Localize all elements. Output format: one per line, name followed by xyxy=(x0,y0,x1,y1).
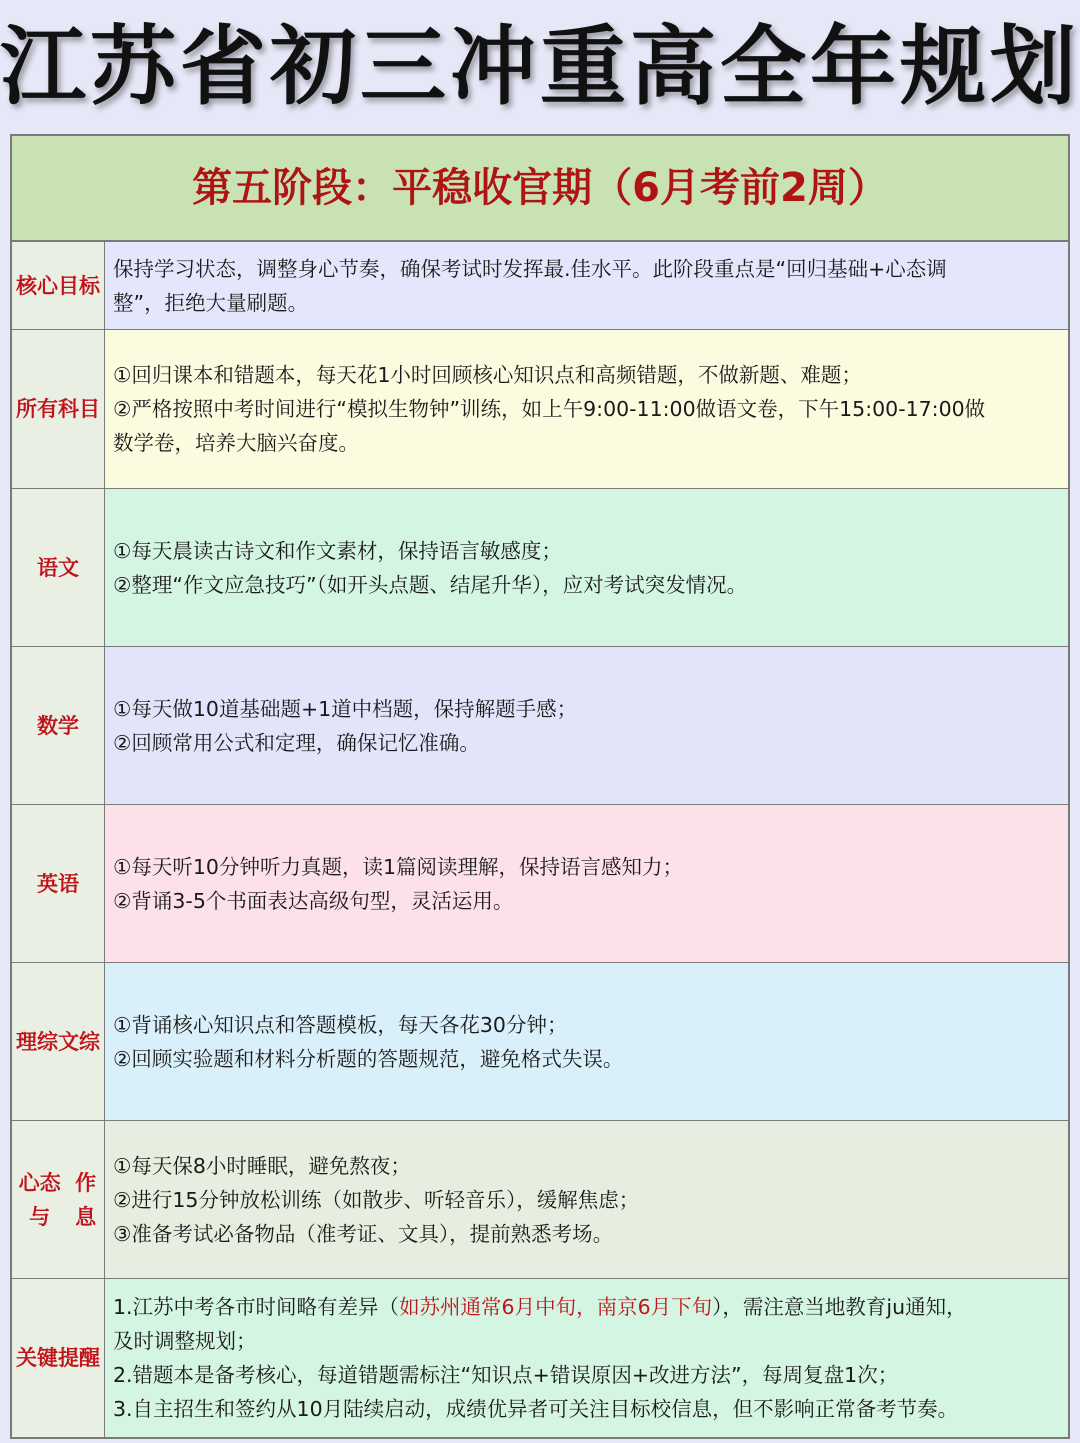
table-row-english xyxy=(12,805,1068,963)
row-label-line: 英语 xyxy=(37,871,79,896)
content-line xyxy=(113,1290,1062,1324)
row-content xyxy=(105,647,1068,804)
row-label-line: 数学 xyxy=(37,713,79,738)
content-line: 2.错题本是备考核心，每道错题需标注“知识点+错误原因+改进方法”，每周复盘1次； xyxy=(113,1363,899,1387)
reminder-highlight: 如苏州通常6月中旬，南京6月下旬 xyxy=(399,1295,713,1319)
row-label-line: 心态与 xyxy=(18,1170,61,1229)
row-label-line: 提醒 xyxy=(58,1346,100,1370)
row-label-line: 语文 xyxy=(37,555,79,580)
row-label-line: 文综 xyxy=(58,1029,100,1054)
content-line: ②整理“作文应急技巧”（如开头点题、结尾升华），应对考试突发情况。 xyxy=(113,572,748,597)
content-line: ①每天保8小时睡眠，避免熬夜； xyxy=(113,1153,411,1178)
table-row-core-goal xyxy=(12,242,1068,330)
content-line: 整”，拒绝大量刷题。 xyxy=(113,290,309,315)
table-row-all-subjects xyxy=(12,330,1068,489)
row-label-line: 目标 xyxy=(58,273,100,298)
row-label xyxy=(12,1121,105,1278)
content-line: 及时调整规划； xyxy=(113,1329,257,1353)
content-line: ①每天做10道基础题+1道中档题，保持解题手感； xyxy=(113,696,578,721)
content-line: ①回归课本和错题本，每天花1小时回顾核心知识点和高频错题，不做新题、难题； xyxy=(113,363,862,387)
row-label-line: 所有 xyxy=(16,397,58,421)
content-line: ②背诵3-5个书面表达高级句型，灵活运用。 xyxy=(113,888,514,913)
row-content xyxy=(105,1121,1068,1278)
row-label xyxy=(12,1279,105,1437)
reminder-text: ），需注意当地教育ju通知， xyxy=(712,1295,967,1319)
row-content xyxy=(105,963,1068,1120)
reminder-text: 1.江苏中考各市时间略有差异（ xyxy=(113,1295,400,1319)
content-line: ③准备考试必备物品（准考证、文具），提前熟悉考场。 xyxy=(113,1221,614,1246)
table-row-key-reminders xyxy=(12,1279,1068,1437)
row-label xyxy=(12,805,105,962)
table-row-science-humanities xyxy=(12,963,1068,1121)
content-line: 数学卷，培养大脑兴奋度。 xyxy=(113,431,359,455)
row-label-line: 核心 xyxy=(16,273,58,298)
content-line: ①背诵核心知识点和答题模板，每天各花30分钟； xyxy=(113,1012,568,1037)
content-line: ②回顾实验题和材料分析题的答题规范，避免格式失误。 xyxy=(113,1046,624,1071)
content-line: ①每天听10分钟听力真题，读1篇阅读理解，保持语言感知力； xyxy=(113,854,684,879)
row-content xyxy=(105,805,1068,962)
table-row-chinese xyxy=(12,489,1068,647)
row-label-line: 理综 xyxy=(16,1029,58,1054)
row-label xyxy=(12,963,105,1120)
table-row-math xyxy=(12,647,1068,805)
row-content xyxy=(105,1279,1068,1437)
content-line: ②进行15分钟放松训练（如散步、听轻音乐），缓解焦虑； xyxy=(113,1187,640,1212)
plan-table xyxy=(10,134,1070,1439)
row-label-line: 科目 xyxy=(58,397,100,421)
stage-header: 第五阶段：平稳收官期（6月考前2周） xyxy=(12,136,1068,242)
content-line: 保持学习状态，调整身心节奏，确保考试时发挥最.佳水平。此阶段重点是“回归基础+心态调 xyxy=(113,256,947,281)
row-label xyxy=(12,647,105,804)
row-label xyxy=(12,489,105,646)
content-line: ②回顾常用公式和定理，确保记忆准确。 xyxy=(113,730,480,755)
content-line: 3.自主招生和签约从10月陆续启动，成绩优异者可关注目标校信息，但不影响正常备考节奏。 xyxy=(113,1397,959,1421)
row-label-line: 作息 xyxy=(75,1170,97,1229)
row-label xyxy=(12,242,105,329)
row-content xyxy=(105,330,1068,488)
row-label xyxy=(12,330,105,488)
row-content xyxy=(105,242,1068,329)
content-line: ②严格按照中考时间进行“模拟生物钟”训练，如上午9:00-11:00做语文卷，下午15:00-17:00做 xyxy=(113,397,986,421)
content-line: ①每天晨读古诗文和作文素材，保持语言敏感度； xyxy=(113,538,562,563)
row-label-line: 关键 xyxy=(16,1346,58,1370)
table-row-mindset-routine xyxy=(12,1121,1068,1279)
page-title: 江苏省初三冲重高全年规划 xyxy=(0,17,1080,117)
row-content xyxy=(105,489,1068,646)
